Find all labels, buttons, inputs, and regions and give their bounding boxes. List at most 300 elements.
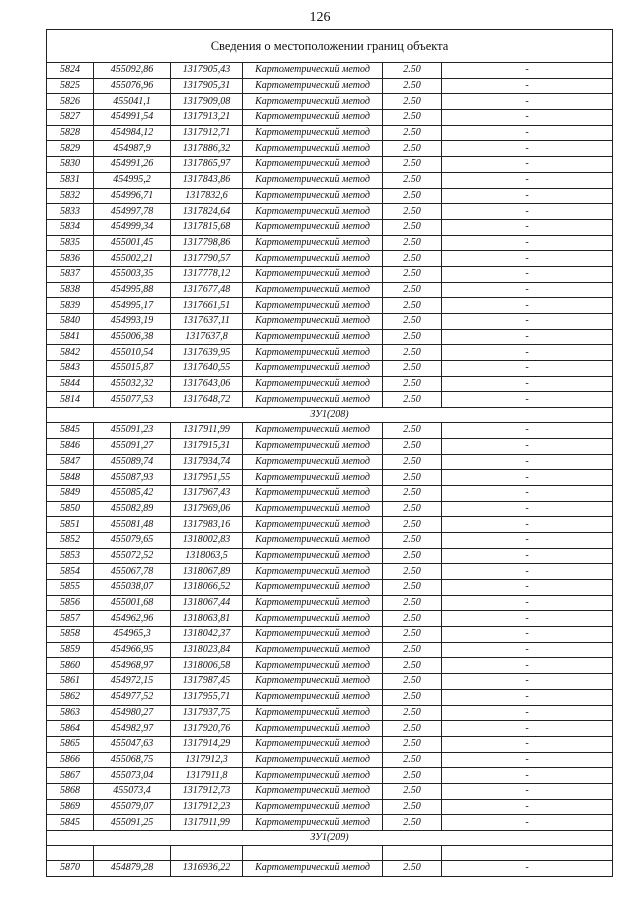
method-cell: Картометрический метод xyxy=(243,752,383,768)
accuracy-cell: 2.50 xyxy=(383,63,442,79)
method-cell: Картометрический метод xyxy=(243,470,383,486)
point-number-cell: 5858 xyxy=(47,627,94,643)
point-number-cell: 5854 xyxy=(47,564,94,580)
x-coordinate-cell: 454993,19 xyxy=(94,314,171,330)
method-cell: Картометрический метод xyxy=(243,674,383,690)
x-coordinate-cell: 455038,07 xyxy=(94,580,171,596)
point-number-cell: 5835 xyxy=(47,235,94,251)
y-coordinate-cell: 1317934,74 xyxy=(171,454,243,470)
y-coordinate-cell: 1317790,57 xyxy=(171,251,243,267)
table-row xyxy=(47,298,613,314)
y-coordinate-cell: 1317824,64 xyxy=(171,204,243,220)
y-coordinate-cell: 1317967,43 xyxy=(171,485,243,501)
method-cell: Картометрический метод xyxy=(243,642,383,658)
description-cell: - xyxy=(442,485,613,501)
table-row xyxy=(47,110,613,126)
x-coordinate-cell: 455002,21 xyxy=(94,251,171,267)
point-number-cell: 5865 xyxy=(47,736,94,752)
x-coordinate-cell: 454997,78 xyxy=(94,204,171,220)
description-cell: - xyxy=(442,361,613,377)
description-cell: - xyxy=(442,783,613,799)
x-coordinate-cell: 455091,23 xyxy=(94,423,171,439)
y-coordinate-cell: 1318002,83 xyxy=(171,532,243,548)
point-number-cell: 5860 xyxy=(47,658,94,674)
description-cell: - xyxy=(442,517,613,533)
point-number-cell: 5814 xyxy=(47,392,94,408)
table-row xyxy=(47,517,613,533)
y-coordinate-cell: 1316936,22 xyxy=(171,861,243,877)
point-number-cell: 5824 xyxy=(47,63,94,79)
x-coordinate-cell: 455089,74 xyxy=(94,454,171,470)
method-cell: Картометрический метод xyxy=(243,157,383,173)
x-coordinate-cell: 454962,96 xyxy=(94,611,171,627)
table-row xyxy=(47,423,613,439)
x-coordinate-cell: 454972,15 xyxy=(94,674,171,690)
description-cell: - xyxy=(442,125,613,141)
x-coordinate-cell: 455077,53 xyxy=(94,392,171,408)
x-coordinate-cell: 455073,04 xyxy=(94,768,171,784)
table-row xyxy=(47,125,613,141)
table-row xyxy=(47,799,613,815)
boundary-table xyxy=(46,29,613,877)
description-cell: - xyxy=(442,454,613,470)
table-row xyxy=(47,188,613,204)
description-cell: - xyxy=(442,768,613,784)
table-row xyxy=(47,282,613,298)
y-coordinate-cell: 1317951,55 xyxy=(171,470,243,486)
accuracy-cell: 2.50 xyxy=(383,485,442,501)
y-coordinate-cell: 1318042,37 xyxy=(171,627,243,643)
accuracy-cell: 2.50 xyxy=(383,345,442,361)
table-row xyxy=(47,251,613,267)
x-coordinate-cell: 454968,97 xyxy=(94,658,171,674)
accuracy-cell: 2.50 xyxy=(383,125,442,141)
y-coordinate-cell: 1317911,8 xyxy=(171,768,243,784)
method-cell: Картометрический метод xyxy=(243,266,383,282)
x-coordinate-cell: 454984,12 xyxy=(94,125,171,141)
table-row xyxy=(47,235,613,251)
table-row xyxy=(47,595,613,611)
x-coordinate-cell: 455015,87 xyxy=(94,361,171,377)
table-row xyxy=(47,689,613,705)
accuracy-cell: 2.50 xyxy=(383,674,442,690)
x-coordinate-cell: 455082,89 xyxy=(94,501,171,517)
x-coordinate-cell: 455001,68 xyxy=(94,595,171,611)
x-coordinate-cell: 455032,32 xyxy=(94,376,171,392)
table-row xyxy=(47,94,613,110)
y-coordinate-cell: 1318067,89 xyxy=(171,564,243,580)
method-cell: Картометрический метод xyxy=(243,627,383,643)
method-cell: Картометрический метод xyxy=(243,721,383,737)
method-cell: Картометрический метод xyxy=(243,94,383,110)
table-row xyxy=(47,501,613,517)
description-cell: - xyxy=(442,861,613,877)
method-cell: Картометрический метод xyxy=(243,141,383,157)
section-label: ЗУ1(208) xyxy=(47,408,613,423)
point-number-cell: 5833 xyxy=(47,204,94,220)
method-cell: Картометрический метод xyxy=(243,438,383,454)
x-coordinate-cell: 455076,96 xyxy=(94,78,171,94)
empty-cell xyxy=(171,846,243,861)
table-row xyxy=(47,204,613,220)
description-cell: - xyxy=(442,94,613,110)
description-cell: - xyxy=(442,172,613,188)
description-cell: - xyxy=(442,314,613,330)
x-coordinate-cell: 454982,97 xyxy=(94,721,171,737)
description-cell: - xyxy=(442,219,613,235)
y-coordinate-cell: 1318006,58 xyxy=(171,658,243,674)
method-cell: Картометрический метод xyxy=(243,705,383,721)
method-cell: Картометрический метод xyxy=(243,78,383,94)
accuracy-cell: 2.50 xyxy=(383,861,442,877)
description-cell: - xyxy=(442,595,613,611)
table-title: Сведения о местоположении границ объекта xyxy=(47,30,613,63)
accuracy-cell: 2.50 xyxy=(383,251,442,267)
y-coordinate-cell: 1318063,81 xyxy=(171,611,243,627)
accuracy-cell: 2.50 xyxy=(383,721,442,737)
method-cell: Картометрический метод xyxy=(243,815,383,831)
y-coordinate-cell: 1317983,16 xyxy=(171,517,243,533)
accuracy-cell: 2.50 xyxy=(383,454,442,470)
x-coordinate-cell: 455087,93 xyxy=(94,470,171,486)
table-row xyxy=(47,172,613,188)
x-coordinate-cell: 454999,34 xyxy=(94,219,171,235)
point-number-cell: 5845 xyxy=(47,423,94,439)
section-row xyxy=(47,831,613,846)
x-coordinate-cell: 455079,07 xyxy=(94,799,171,815)
x-coordinate-cell: 455085,42 xyxy=(94,485,171,501)
x-coordinate-cell: 455041,1 xyxy=(94,94,171,110)
method-cell: Картометрический метод xyxy=(243,361,383,377)
method-cell: Картометрический метод xyxy=(243,188,383,204)
description-cell: - xyxy=(442,815,613,831)
description-cell: - xyxy=(442,611,613,627)
method-cell: Картометрический метод xyxy=(243,251,383,267)
method-cell: Картометрический метод xyxy=(243,204,383,220)
x-coordinate-cell: 454995,17 xyxy=(94,298,171,314)
accuracy-cell: 2.50 xyxy=(383,141,442,157)
description-cell: - xyxy=(442,564,613,580)
table-row xyxy=(47,548,613,564)
accuracy-cell: 2.50 xyxy=(383,329,442,345)
point-number-cell: 5843 xyxy=(47,361,94,377)
accuracy-cell: 2.50 xyxy=(383,298,442,314)
x-coordinate-cell: 454991,26 xyxy=(94,157,171,173)
table-row xyxy=(47,157,613,173)
point-number-cell: 5867 xyxy=(47,768,94,784)
table-row xyxy=(47,392,613,408)
accuracy-cell: 2.50 xyxy=(383,314,442,330)
method-cell: Картометрический метод xyxy=(243,219,383,235)
description-cell: - xyxy=(442,298,613,314)
description-cell: - xyxy=(442,110,613,126)
accuracy-cell: 2.50 xyxy=(383,282,442,298)
x-coordinate-cell: 455092,86 xyxy=(94,63,171,79)
x-coordinate-cell: 454995,2 xyxy=(94,172,171,188)
y-coordinate-cell: 1317643,06 xyxy=(171,376,243,392)
x-coordinate-cell: 454995,88 xyxy=(94,282,171,298)
y-coordinate-cell: 1317798,86 xyxy=(171,235,243,251)
table-row xyxy=(47,705,613,721)
point-number-cell: 5863 xyxy=(47,705,94,721)
x-coordinate-cell: 455006,38 xyxy=(94,329,171,345)
description-cell: - xyxy=(442,752,613,768)
x-coordinate-cell: 455010,54 xyxy=(94,345,171,361)
x-coordinate-cell: 455067,78 xyxy=(94,564,171,580)
point-number-cell: 5861 xyxy=(47,674,94,690)
x-coordinate-cell: 454977,52 xyxy=(94,689,171,705)
point-number-cell: 5838 xyxy=(47,282,94,298)
table-row xyxy=(47,532,613,548)
description-cell: - xyxy=(442,345,613,361)
method-cell: Картометрический метод xyxy=(243,532,383,548)
x-coordinate-cell: 455091,25 xyxy=(94,815,171,831)
empty-cell xyxy=(243,846,383,861)
y-coordinate-cell: 1317637,11 xyxy=(171,314,243,330)
y-coordinate-cell: 1317661,51 xyxy=(171,298,243,314)
method-cell: Картометрический метод xyxy=(243,736,383,752)
y-coordinate-cell: 1317911,99 xyxy=(171,423,243,439)
description-cell: - xyxy=(442,251,613,267)
accuracy-cell: 2.50 xyxy=(383,438,442,454)
accuracy-cell: 2.50 xyxy=(383,235,442,251)
empty-cell xyxy=(383,846,442,861)
point-number-cell: 5853 xyxy=(47,548,94,564)
accuracy-cell: 2.50 xyxy=(383,94,442,110)
y-coordinate-cell: 1317911,99 xyxy=(171,815,243,831)
description-cell: - xyxy=(442,470,613,486)
y-coordinate-cell: 1317915,31 xyxy=(171,438,243,454)
x-coordinate-cell: 455003,35 xyxy=(94,266,171,282)
method-cell: Картометрический метод xyxy=(243,314,383,330)
description-cell: - xyxy=(442,266,613,282)
accuracy-cell: 2.50 xyxy=(383,172,442,188)
x-coordinate-cell: 455091,27 xyxy=(94,438,171,454)
table-row xyxy=(47,454,613,470)
table-row xyxy=(47,438,613,454)
accuracy-cell: 2.50 xyxy=(383,532,442,548)
point-number-cell: 5837 xyxy=(47,266,94,282)
description-cell: - xyxy=(442,157,613,173)
table-row xyxy=(47,861,613,877)
y-coordinate-cell: 1317912,23 xyxy=(171,799,243,815)
accuracy-cell: 2.50 xyxy=(383,783,442,799)
description-cell: - xyxy=(442,721,613,737)
accuracy-cell: 2.50 xyxy=(383,705,442,721)
point-number-cell: 5832 xyxy=(47,188,94,204)
y-coordinate-cell: 1317905,31 xyxy=(171,78,243,94)
point-number-cell: 5841 xyxy=(47,329,94,345)
table-row xyxy=(47,314,613,330)
method-cell: Картометрический метод xyxy=(243,345,383,361)
method-cell: Картометрический метод xyxy=(243,564,383,580)
point-number-cell: 5828 xyxy=(47,125,94,141)
x-coordinate-cell: 455068,75 xyxy=(94,752,171,768)
y-coordinate-cell: 1317886,32 xyxy=(171,141,243,157)
point-number-cell: 5840 xyxy=(47,314,94,330)
method-cell: Картометрический метод xyxy=(243,485,383,501)
description-cell: - xyxy=(442,78,613,94)
description-cell: - xyxy=(442,799,613,815)
x-coordinate-cell: 454991,54 xyxy=(94,110,171,126)
point-number-cell: 5834 xyxy=(47,219,94,235)
x-coordinate-cell: 454965,3 xyxy=(94,627,171,643)
method-cell: Картометрический метод xyxy=(243,235,383,251)
table-row xyxy=(47,752,613,768)
table-row xyxy=(47,815,613,831)
description-cell: - xyxy=(442,235,613,251)
y-coordinate-cell: 1318067,44 xyxy=(171,595,243,611)
description-cell: - xyxy=(442,141,613,157)
description-cell: - xyxy=(442,423,613,439)
table-row xyxy=(47,611,613,627)
description-cell: - xyxy=(442,204,613,220)
description-cell: - xyxy=(442,658,613,674)
y-coordinate-cell: 1317913,21 xyxy=(171,110,243,126)
accuracy-cell: 2.50 xyxy=(383,580,442,596)
description-cell: - xyxy=(442,282,613,298)
y-coordinate-cell: 1317912,71 xyxy=(171,125,243,141)
empty-cell xyxy=(442,846,613,861)
point-number-cell: 5869 xyxy=(47,799,94,815)
table-row xyxy=(47,361,613,377)
description-cell: - xyxy=(442,63,613,79)
table-row xyxy=(47,141,613,157)
point-number-cell: 5864 xyxy=(47,721,94,737)
accuracy-cell: 2.50 xyxy=(383,204,442,220)
accuracy-cell: 2.50 xyxy=(383,361,442,377)
point-number-cell: 5848 xyxy=(47,470,94,486)
point-number-cell: 5855 xyxy=(47,580,94,596)
point-number-cell: 5847 xyxy=(47,454,94,470)
method-cell: Картометрический метод xyxy=(243,110,383,126)
accuracy-cell: 2.50 xyxy=(383,564,442,580)
y-coordinate-cell: 1317832,6 xyxy=(171,188,243,204)
point-number-cell: 5846 xyxy=(47,438,94,454)
x-coordinate-cell: 454879,28 xyxy=(94,861,171,877)
method-cell: Картометрический метод xyxy=(243,548,383,564)
description-cell: - xyxy=(442,705,613,721)
description-cell: - xyxy=(442,736,613,752)
point-number-cell: 5862 xyxy=(47,689,94,705)
y-coordinate-cell: 1317909,08 xyxy=(171,94,243,110)
table-row xyxy=(47,329,613,345)
description-cell: - xyxy=(442,501,613,517)
accuracy-cell: 2.50 xyxy=(383,110,442,126)
y-coordinate-cell: 1318023,84 xyxy=(171,642,243,658)
table-row xyxy=(47,721,613,737)
y-coordinate-cell: 1317778,12 xyxy=(171,266,243,282)
point-number-cell: 5827 xyxy=(47,110,94,126)
description-cell: - xyxy=(442,438,613,454)
method-cell: Картометрический метод xyxy=(243,125,383,141)
table-row xyxy=(47,783,613,799)
description-cell: - xyxy=(442,674,613,690)
point-number-cell: 5829 xyxy=(47,141,94,157)
table-row xyxy=(47,736,613,752)
y-coordinate-cell: 1317648,72 xyxy=(171,392,243,408)
method-cell: Картометрический метод xyxy=(243,454,383,470)
accuracy-cell: 2.50 xyxy=(383,642,442,658)
accuracy-cell: 2.50 xyxy=(383,815,442,831)
method-cell: Картометрический метод xyxy=(243,783,383,799)
method-cell: Картометрический метод xyxy=(243,611,383,627)
y-coordinate-cell: 1317677,48 xyxy=(171,282,243,298)
point-number-cell: 5839 xyxy=(47,298,94,314)
y-coordinate-cell: 1317912,3 xyxy=(171,752,243,768)
accuracy-cell: 2.50 xyxy=(383,266,442,282)
accuracy-cell: 2.50 xyxy=(383,611,442,627)
accuracy-cell: 2.50 xyxy=(383,689,442,705)
x-coordinate-cell: 455079,65 xyxy=(94,532,171,548)
point-number-cell: 5836 xyxy=(47,251,94,267)
accuracy-cell: 2.50 xyxy=(383,768,442,784)
blank-row xyxy=(47,846,613,861)
description-cell: - xyxy=(442,627,613,643)
point-number-cell: 5868 xyxy=(47,783,94,799)
y-coordinate-cell: 1317637,8 xyxy=(171,329,243,345)
description-cell: - xyxy=(442,188,613,204)
y-coordinate-cell: 1317640,55 xyxy=(171,361,243,377)
point-number-cell: 5856 xyxy=(47,595,94,611)
point-number-cell: 5859 xyxy=(47,642,94,658)
accuracy-cell: 2.50 xyxy=(383,627,442,643)
accuracy-cell: 2.50 xyxy=(383,78,442,94)
description-cell: - xyxy=(442,689,613,705)
accuracy-cell: 2.50 xyxy=(383,470,442,486)
description-cell: - xyxy=(442,532,613,548)
point-number-cell: 5849 xyxy=(47,485,94,501)
method-cell: Картометрический метод xyxy=(243,298,383,314)
accuracy-cell: 2.50 xyxy=(383,423,442,439)
method-cell: Картометрический метод xyxy=(243,501,383,517)
point-number-cell: 5850 xyxy=(47,501,94,517)
table-row xyxy=(47,768,613,784)
empty-cell xyxy=(47,846,94,861)
method-cell: Картометрический метод xyxy=(243,517,383,533)
y-coordinate-cell: 1317937,75 xyxy=(171,705,243,721)
description-cell: - xyxy=(442,548,613,564)
description-cell: - xyxy=(442,580,613,596)
point-number-cell: 5826 xyxy=(47,94,94,110)
accuracy-cell: 2.50 xyxy=(383,219,442,235)
method-cell: Картометрический метод xyxy=(243,376,383,392)
y-coordinate-cell: 1317843,86 xyxy=(171,172,243,188)
point-number-cell: 5857 xyxy=(47,611,94,627)
accuracy-cell: 2.50 xyxy=(383,392,442,408)
description-cell: - xyxy=(442,329,613,345)
x-coordinate-cell: 455072,52 xyxy=(94,548,171,564)
method-cell: Картометрический метод xyxy=(243,282,383,298)
section-row xyxy=(47,408,613,423)
method-cell: Картометрический метод xyxy=(243,595,383,611)
section-label: ЗУ1(209) xyxy=(47,831,613,846)
point-number-cell: 5831 xyxy=(47,172,94,188)
point-number-cell: 5866 xyxy=(47,752,94,768)
accuracy-cell: 2.50 xyxy=(383,752,442,768)
table-row xyxy=(47,564,613,580)
method-cell: Картометрический метод xyxy=(243,658,383,674)
y-coordinate-cell: 1317815,68 xyxy=(171,219,243,235)
table-row xyxy=(47,674,613,690)
table-row xyxy=(47,63,613,79)
method-cell: Картометрический метод xyxy=(243,172,383,188)
point-number-cell: 5852 xyxy=(47,532,94,548)
table-row xyxy=(47,658,613,674)
x-coordinate-cell: 454966,95 xyxy=(94,642,171,658)
y-coordinate-cell: 1317639,95 xyxy=(171,345,243,361)
description-cell: - xyxy=(442,642,613,658)
